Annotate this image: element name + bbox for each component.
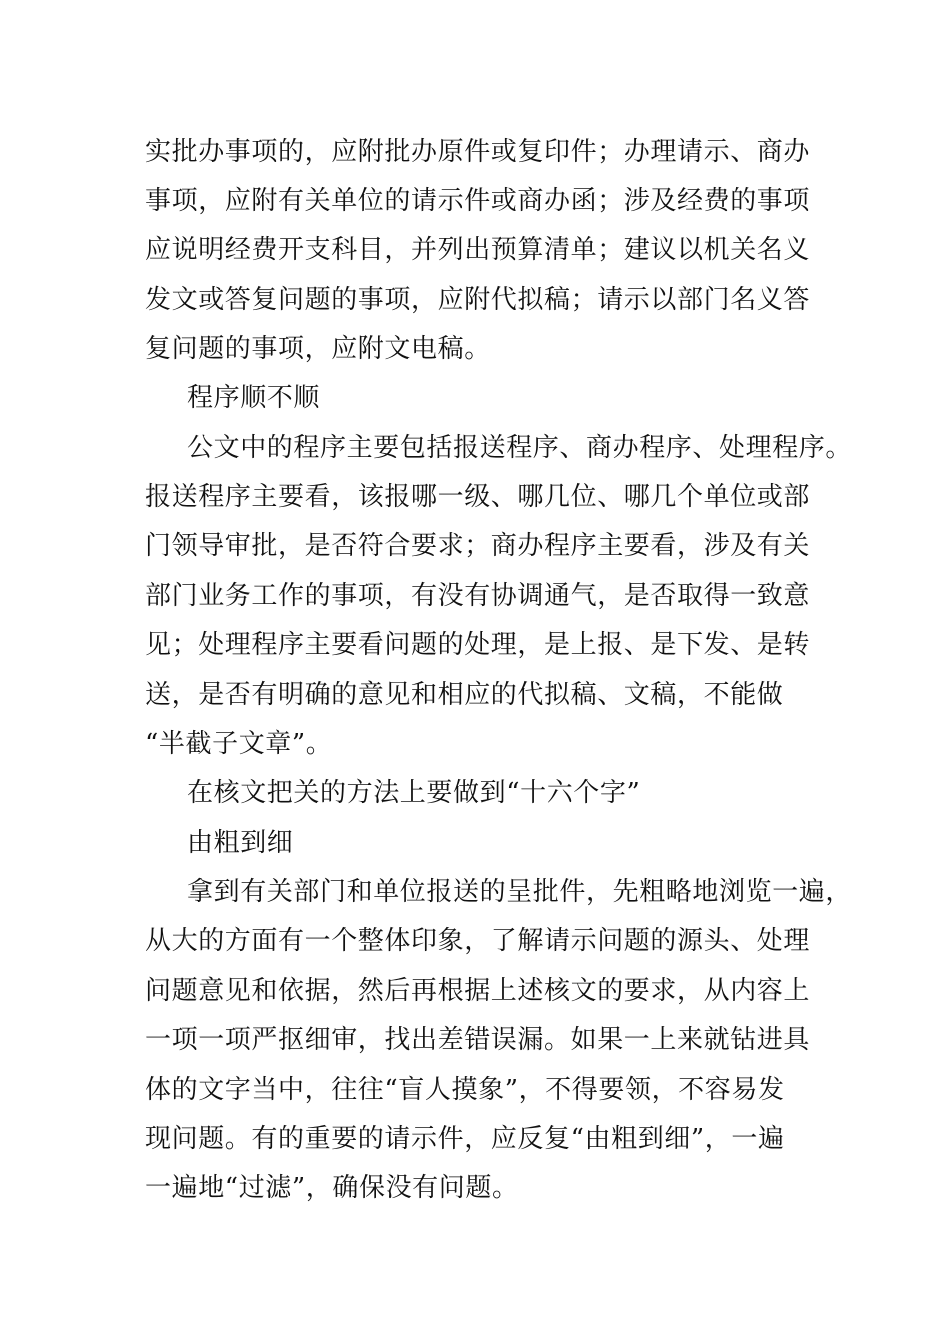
body-line: 部门业务工作的事项，有没有协调通气，是否取得一致意 [145, 581, 811, 611]
paragraph-first-line: 公文中的程序主要包括报送程序、商办程序、处理程序。 [187, 433, 853, 463]
body-line: 现问题。有的重要的请示件，应反复“由粗到细”，一遍 [145, 1124, 785, 1154]
section-heading: 由粗到细 [187, 828, 294, 858]
section-heading: 程序顺不顺 [187, 383, 321, 413]
body-line: “半截子文章”。 [145, 729, 333, 759]
body-line: 发文或答复问题的事项，应附代拟稿；请示以部门名义答 [145, 285, 811, 315]
body-line: 一项一项严抠细审，找出差错误漏。如果一上来就钻进具 [145, 1025, 811, 1055]
body-line: 门领导审批，是否符合要求；商办程序主要看，涉及有关 [145, 531, 811, 561]
body-line: 报送程序主要看，该报哪一级、哪几位、哪几个单位或部 [145, 482, 811, 512]
body-line: 一遍地“过滤”，确保没有问题。 [145, 1173, 519, 1203]
body-line: 应说明经费开支科目，并列出预算清单；建议以机关名义 [145, 235, 811, 265]
paragraph-first-line: 拿到有关部门和单位报送的呈批件，先粗略地浏览一遍， [187, 877, 853, 907]
body-line: 送，是否有明确的意见和相应的代拟稿、文稿，不能做 [145, 680, 784, 710]
body-line: 实批办事项的，应附批办原件或复印件；办理请示、商办 [145, 137, 811, 167]
body-line: 见；处理程序主要看问题的处理，是上报、是下发、是转 [145, 630, 811, 660]
body-line: 复问题的事项，应附文电稿。 [145, 334, 491, 364]
body-line: 事项，应附有关单位的请示件或商办函；涉及经费的事项 [145, 186, 811, 216]
body-line: 问题意见和依据，然后再根据上述核文的要求，从内容上 [145, 976, 811, 1006]
body-line: 从大的方面有一个整体印象，了解请示问题的源头、处理 [145, 926, 811, 956]
body-line: 体的文字当中，往往“盲人摸象”，不得要领，不容易发 [145, 1075, 785, 1105]
section-heading: 在核文把关的方法上要做到“十六个字” [187, 778, 641, 808]
